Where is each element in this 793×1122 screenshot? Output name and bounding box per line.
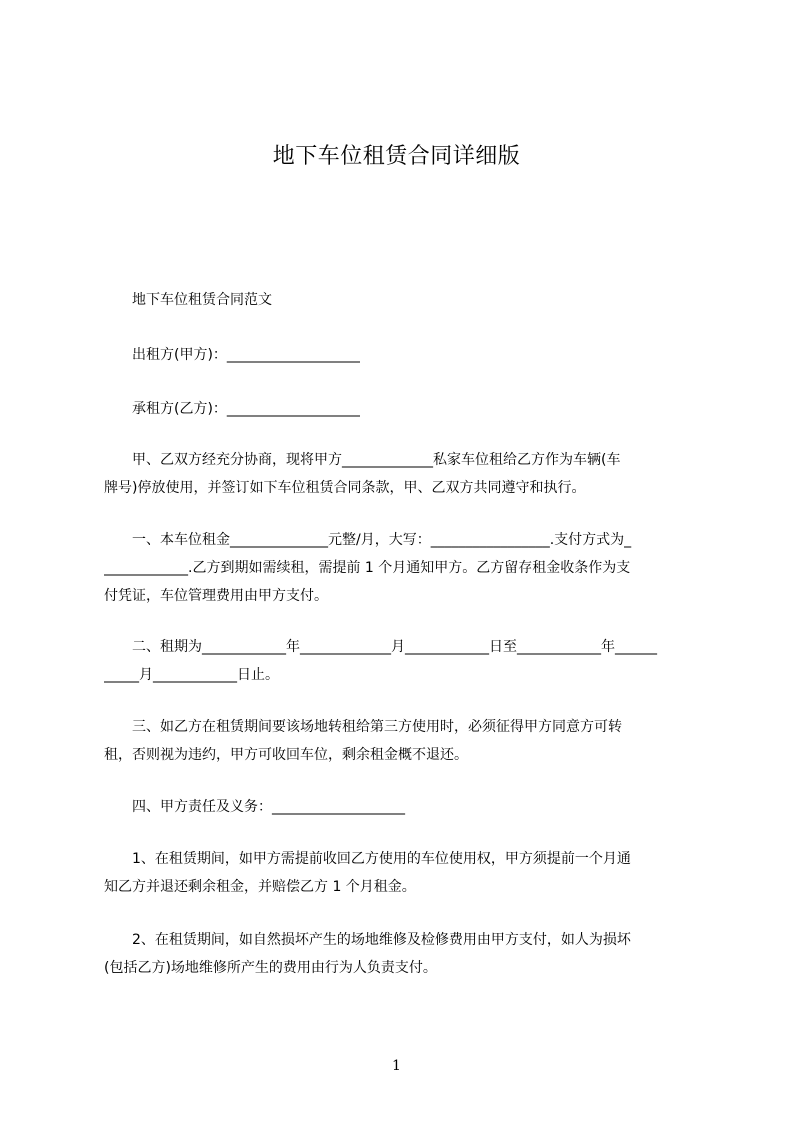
paragraph-line: _____月____________日止。 bbox=[104, 667, 279, 683]
paragraph-line: 1、在租赁期间，如甲方需提前收回乙方使用的车位使用权，甲方须提前一个月通 bbox=[104, 851, 631, 867]
paragraph-line: 知乙方并退还剩余租金，并赔偿乙方 1 个月租金。 bbox=[104, 879, 416, 895]
paragraph-line: 甲、乙双方经充分协商，现将甲方_____________私家车位租给乙方作为车辆(车 bbox=[104, 452, 621, 468]
paragraph-line: 牌号)停放使用，并签订如下车位租赁合同条款，甲、乙双方共同遵守和执行。 bbox=[104, 480, 586, 496]
paragraph-lessee bbox=[104, 395, 700, 423]
document-title: 地下车位租赁合同详细版 bbox=[272, 144, 521, 169]
paragraph-clause-4-lessor-duties bbox=[104, 793, 700, 821]
paragraph-line: 租，否则视为违约，甲方可收回车位，剩余租金概不退还。 bbox=[104, 747, 468, 763]
paragraph-item-1 bbox=[104, 845, 700, 901]
paragraph-line: 地下车位租赁合同范文 bbox=[104, 292, 272, 308]
paragraph-line: ____________.乙方到期如需续租，需提前 1 个月通知甲方。乙方留存租金收条作为支 bbox=[104, 560, 631, 576]
paragraph-line: 出租方(甲方)：___________________ bbox=[104, 347, 360, 363]
paragraph-line: (包括乙方)场地维修所产生的费用由行为人负责支付。 bbox=[104, 960, 437, 976]
paragraph-line: 2、在租赁期间，如自然损坏产生的场地维修及检修费用由甲方支付，如人为损坏 bbox=[104, 932, 631, 948]
paragraph-lessor bbox=[104, 341, 700, 369]
paragraph-line: 一、本车位租金______________元整/月，大写：_________________.支付方式为_ bbox=[104, 532, 632, 548]
paragraph-clause-1-rent bbox=[104, 526, 700, 610]
paragraph-line: 付凭证，车位管理费用由甲方支付。 bbox=[104, 588, 328, 604]
paragraph-item-2 bbox=[104, 926, 700, 982]
paragraph-clause-3-sublease bbox=[104, 713, 700, 769]
paragraph-clause-2-term bbox=[104, 633, 700, 689]
paragraph-line: 三、如乙方在租赁期间要该场地转租给第三方使用时，必须征得甲方同意方可转 bbox=[104, 719, 622, 735]
paragraph-preamble bbox=[104, 446, 700, 502]
paragraph-line: 承租方(乙方)：___________________ bbox=[104, 401, 360, 417]
paragraph-line: 二、租期为____________年_____________月____________日至____________年______ bbox=[104, 639, 657, 655]
paragraph-line: 四、甲方责任及义务：___________________ bbox=[104, 799, 405, 815]
page-number: 1 bbox=[392, 1058, 401, 1074]
paragraph-contract-sample-heading bbox=[104, 286, 700, 314]
